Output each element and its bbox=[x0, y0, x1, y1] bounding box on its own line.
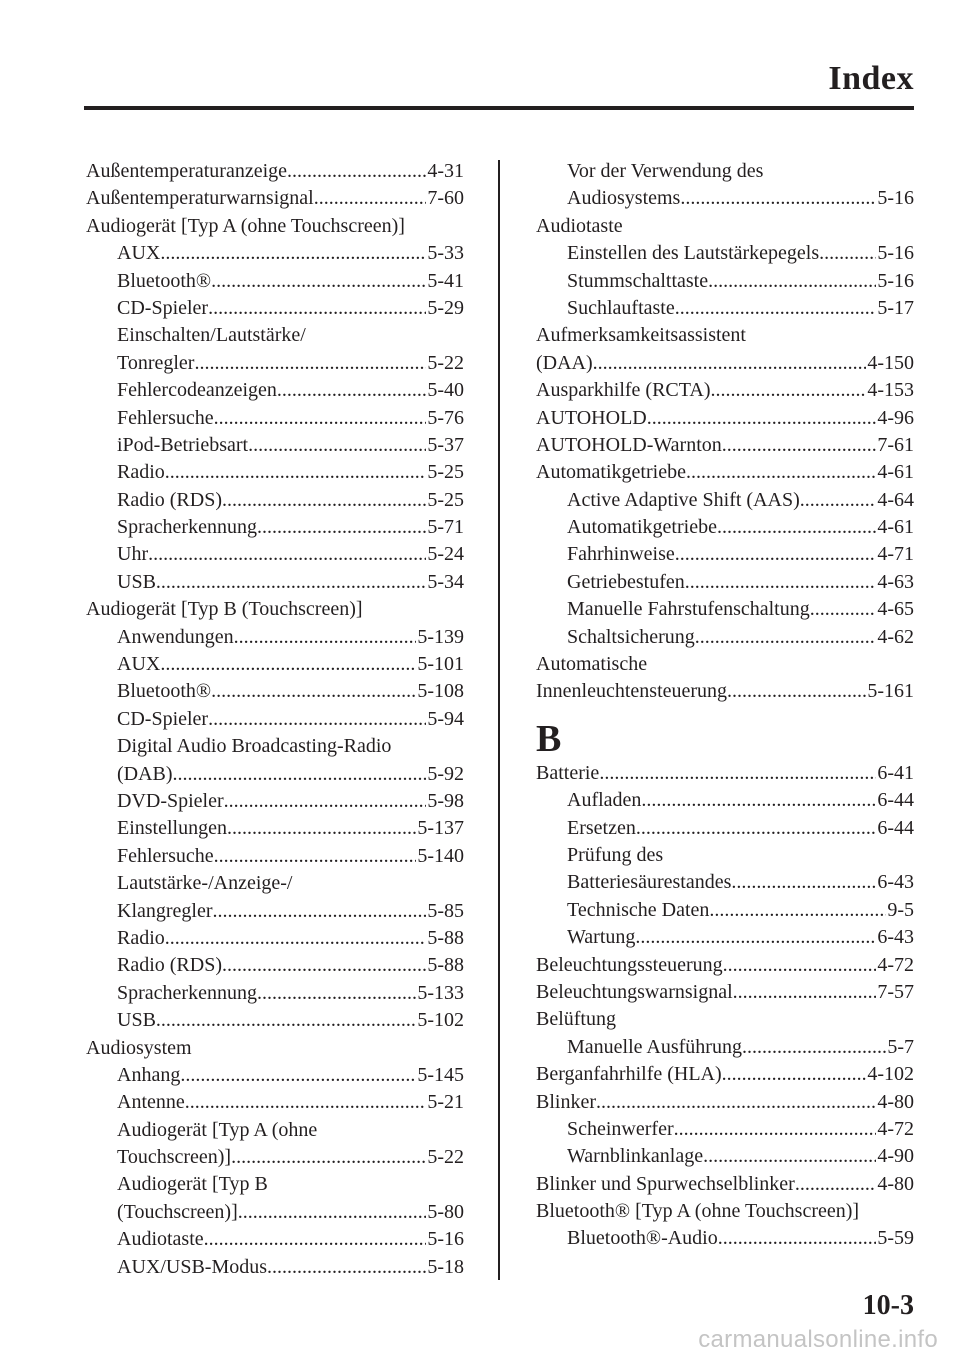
entry-label: Tonregler bbox=[117, 351, 195, 374]
leader-dots bbox=[636, 815, 876, 842]
entry-page-ref: 4-64 bbox=[877, 488, 914, 511]
entry-label: Belüftung bbox=[536, 1008, 616, 1031]
index-entry bbox=[86, 213, 464, 240]
index-subentry bbox=[536, 240, 914, 267]
index-subentry bbox=[86, 1089, 464, 1116]
leader-dots bbox=[173, 761, 427, 788]
entry-label: Innenleuchtensteuerung bbox=[536, 680, 728, 703]
column-divider bbox=[498, 160, 500, 1280]
index-column-left bbox=[86, 158, 464, 1281]
entry-label: Scheinwerfer bbox=[567, 1117, 674, 1140]
index-subentry bbox=[86, 295, 464, 322]
entry-page-ref: 5-92 bbox=[427, 762, 464, 785]
index-subentry bbox=[86, 980, 464, 1007]
leader-dots bbox=[257, 514, 426, 541]
index-entry bbox=[536, 213, 914, 240]
entry-page-ref: 6-44 bbox=[877, 789, 914, 812]
entry-label: Uhr bbox=[117, 543, 149, 566]
index-subentry bbox=[536, 185, 914, 212]
entry-label: iPod-Betriebsart bbox=[117, 433, 249, 456]
entry-label: Radio (RDS) bbox=[117, 488, 222, 511]
leader-dots bbox=[208, 706, 426, 733]
entry-label: Blinker und Spurwechselblinker bbox=[536, 1172, 795, 1195]
index-subentry bbox=[86, 952, 464, 979]
index-subentry bbox=[536, 295, 914, 322]
index-entry bbox=[536, 979, 914, 1006]
entry-label: DVD-Spieler bbox=[117, 789, 224, 812]
index-subentry bbox=[86, 1226, 464, 1253]
index-subentry bbox=[86, 1117, 464, 1144]
entry-label: Wartung bbox=[567, 926, 636, 949]
entry-page-ref: 5-22 bbox=[427, 351, 464, 374]
index-entry bbox=[536, 322, 914, 349]
index-subentry bbox=[536, 787, 914, 814]
entry-page-ref: 5-16 bbox=[877, 242, 914, 265]
leader-dots bbox=[180, 1062, 416, 1089]
entry-label: Audiogerät [Typ A (ohne Touchscreen)] bbox=[86, 214, 405, 237]
leader-dots bbox=[819, 240, 876, 267]
leader-dots bbox=[593, 350, 867, 377]
index-subentry bbox=[86, 350, 464, 377]
leader-dots bbox=[727, 678, 866, 705]
index-entry bbox=[536, 377, 914, 404]
entry-label: Manuelle Ausführung bbox=[567, 1035, 742, 1058]
entry-page-ref: 5-80 bbox=[427, 1200, 464, 1223]
index-subentry bbox=[536, 897, 914, 924]
leader-dots bbox=[214, 843, 417, 870]
entry-label: Lautstärke-/Anzeige-/ bbox=[117, 872, 293, 895]
index-entry bbox=[536, 350, 914, 377]
index-entry bbox=[536, 1171, 914, 1198]
watermark: carmanualsonline.info bbox=[698, 1326, 938, 1353]
index-entry bbox=[86, 158, 464, 185]
index-entry bbox=[536, 432, 914, 459]
leader-dots bbox=[160, 240, 426, 267]
index-entry bbox=[536, 459, 914, 486]
entry-label: Ausparkhilfe (RCTA) bbox=[536, 379, 711, 402]
entry-page-ref: 4-153 bbox=[867, 379, 914, 402]
entry-page-ref: 5-40 bbox=[427, 379, 464, 402]
index-subentry bbox=[86, 514, 464, 541]
index-subentry bbox=[86, 322, 464, 349]
page-number: 10-3 bbox=[862, 1290, 914, 1321]
index-entry bbox=[536, 760, 914, 787]
entry-page-ref: 4-63 bbox=[877, 570, 914, 593]
entry-label: AUX bbox=[117, 653, 161, 676]
index-subentry bbox=[86, 432, 464, 459]
index-subentry bbox=[536, 924, 914, 951]
index-subentry bbox=[536, 158, 914, 185]
index-subentry bbox=[86, 788, 464, 815]
entry-page-ref: 4-80 bbox=[877, 1090, 914, 1113]
entry-label: Audiogerät [Typ A (ohne bbox=[117, 1118, 318, 1141]
entry-label: Batteriesäurestandes bbox=[567, 871, 732, 894]
index-subentry bbox=[536, 624, 914, 651]
leader-dots bbox=[231, 1144, 426, 1171]
leader-dots bbox=[248, 432, 426, 459]
entry-page-ref: 5-7 bbox=[887, 1035, 914, 1058]
index-subentry bbox=[86, 1171, 464, 1198]
index-subentry bbox=[86, 870, 464, 897]
leader-dots bbox=[222, 952, 426, 979]
leader-dots bbox=[194, 350, 426, 377]
index-entry bbox=[536, 651, 914, 678]
entry-label: Beleuchtungssteuerung bbox=[536, 953, 723, 976]
entry-page-ref: 6-44 bbox=[877, 816, 914, 839]
entry-label: Radio (RDS) bbox=[117, 954, 222, 977]
index-subentry bbox=[536, 268, 914, 295]
index-subentry bbox=[86, 1199, 464, 1226]
entry-page-ref: 5-137 bbox=[417, 817, 464, 840]
entry-page-ref: 5-101 bbox=[417, 653, 464, 676]
section-letter: B bbox=[536, 717, 562, 760]
entry-page-ref: 5-88 bbox=[427, 954, 464, 977]
index-subentry bbox=[86, 1062, 464, 1089]
entry-page-ref: 4-61 bbox=[877, 516, 914, 539]
entry-page-ref: 5-33 bbox=[427, 242, 464, 265]
leader-dots bbox=[635, 924, 876, 951]
entry-label: Außentemperaturwarnsignal bbox=[86, 187, 314, 210]
leader-dots bbox=[213, 898, 427, 925]
leader-dots bbox=[257, 980, 416, 1007]
leader-dots bbox=[222, 487, 426, 514]
entry-label: Fehlersuche bbox=[117, 406, 214, 429]
leader-dots bbox=[287, 158, 426, 185]
index-subentry bbox=[86, 678, 464, 705]
leader-dots bbox=[709, 897, 886, 924]
entry-page-ref: 9-5 bbox=[887, 898, 914, 921]
entry-page-ref: 6-43 bbox=[877, 926, 914, 949]
entry-label: Bluetooth®-Audio bbox=[567, 1227, 718, 1250]
index-column-right bbox=[536, 158, 914, 1253]
entry-page-ref: 5-24 bbox=[427, 543, 464, 566]
entry-label: Audiogerät [Typ B (Touchscreen)] bbox=[86, 598, 363, 621]
entry-page-ref: 5-41 bbox=[427, 269, 464, 292]
index-entry bbox=[86, 185, 464, 212]
leader-dots bbox=[227, 815, 416, 842]
entry-label: AUX/USB-Modus bbox=[117, 1255, 268, 1278]
entry-label: Automatikgetriebe bbox=[536, 461, 686, 484]
entry-label: Blinker bbox=[536, 1090, 596, 1113]
leader-dots bbox=[647, 405, 877, 432]
index-subentry bbox=[536, 596, 914, 623]
entry-page-ref: 4-72 bbox=[877, 1117, 914, 1140]
index-subentry bbox=[86, 1144, 464, 1171]
leader-dots bbox=[156, 1007, 416, 1034]
index-subentry bbox=[86, 624, 464, 651]
entry-label: Spracherkennung bbox=[117, 516, 257, 539]
index-subentry bbox=[86, 1254, 464, 1281]
entry-label: AUTOHOLD bbox=[536, 406, 647, 429]
entry-label: Audiosystems bbox=[567, 187, 681, 210]
entry-page-ref: 5-21 bbox=[427, 1091, 464, 1114]
entry-label: Fehlercodeanzeigen bbox=[117, 379, 277, 402]
entry-page-ref: 5-140 bbox=[417, 844, 464, 867]
index-entry bbox=[86, 596, 464, 623]
index-subentry bbox=[536, 869, 914, 896]
leader-dots bbox=[680, 185, 876, 212]
entry-page-ref: 5-25 bbox=[427, 488, 464, 511]
entry-label: Bluetooth® bbox=[117, 269, 212, 292]
entry-page-ref: 6-43 bbox=[877, 871, 914, 894]
leader-dots bbox=[277, 377, 426, 404]
entry-label: Schaltsicherung bbox=[567, 625, 695, 648]
leader-dots bbox=[211, 268, 426, 295]
index-subentry bbox=[86, 459, 464, 486]
entry-page-ref: 5-16 bbox=[877, 269, 914, 292]
leader-dots bbox=[596, 1089, 876, 1116]
entry-label: AUTOHOLD-Warnton bbox=[536, 433, 722, 456]
leader-dots bbox=[710, 377, 866, 404]
index-entry bbox=[536, 1089, 914, 1116]
leader-dots bbox=[795, 1171, 876, 1198]
entry-page-ref: 5-25 bbox=[427, 461, 464, 484]
leader-dots bbox=[674, 1116, 877, 1143]
leader-dots bbox=[214, 405, 427, 432]
index-entry bbox=[536, 1061, 914, 1088]
leader-dots bbox=[675, 541, 877, 568]
entry-label: Getriebestufen bbox=[567, 570, 685, 593]
entry-page-ref: 5-37 bbox=[427, 433, 464, 456]
index-subentry bbox=[86, 815, 464, 842]
entry-label: Prüfung des bbox=[567, 843, 664, 866]
entry-page-ref: 5-16 bbox=[877, 187, 914, 210]
entry-label: USB bbox=[117, 1009, 156, 1032]
entry-label: Radio bbox=[117, 461, 165, 484]
entry-page-ref: 4-102 bbox=[867, 1063, 914, 1086]
entry-label: Anwendungen bbox=[117, 625, 234, 648]
index-subentry bbox=[536, 1116, 914, 1143]
header-rule bbox=[84, 106, 914, 110]
entry-page-ref: 5-139 bbox=[417, 625, 464, 648]
entry-page-ref: 5-34 bbox=[427, 570, 464, 593]
entry-label: Audiotaste bbox=[117, 1228, 204, 1251]
entry-label: Ersetzen bbox=[567, 816, 636, 839]
index-entry bbox=[536, 1198, 914, 1225]
leader-dots bbox=[810, 596, 877, 623]
leader-dots bbox=[800, 487, 877, 514]
index-subentry bbox=[86, 569, 464, 596]
index-entry bbox=[536, 1006, 914, 1033]
entry-label: Fahrhinweise bbox=[567, 543, 675, 566]
entry-label: Audiosystem bbox=[86, 1036, 192, 1059]
entry-page-ref: 4-90 bbox=[877, 1145, 914, 1168]
entry-page-ref: 7-60 bbox=[427, 187, 464, 210]
leader-dots bbox=[185, 1089, 427, 1116]
index-subentry bbox=[86, 405, 464, 432]
index-entry bbox=[536, 678, 914, 705]
entry-page-ref: 5-145 bbox=[417, 1063, 464, 1086]
leader-dots bbox=[686, 459, 876, 486]
leader-dots bbox=[718, 1225, 877, 1252]
entry-page-ref: 5-98 bbox=[427, 789, 464, 812]
entry-label: Beleuchtungswarnsignal bbox=[536, 980, 733, 1003]
entry-page-ref: 4-62 bbox=[877, 625, 914, 648]
entry-page-ref: 5-71 bbox=[427, 516, 464, 539]
index-subentry bbox=[536, 1034, 914, 1061]
entry-label: Automatikgetriebe bbox=[567, 516, 717, 539]
page-title: Index bbox=[828, 60, 914, 97]
entry-page-ref: 4-71 bbox=[877, 543, 914, 566]
entry-label: Antenne bbox=[117, 1091, 185, 1114]
leader-dots bbox=[165, 925, 427, 952]
index-subentry bbox=[86, 377, 464, 404]
leader-dots bbox=[148, 541, 426, 568]
entry-page-ref: 6-41 bbox=[877, 761, 914, 784]
leader-dots bbox=[722, 432, 877, 459]
entry-label: Fehlersuche bbox=[117, 844, 214, 867]
leader-dots bbox=[733, 979, 877, 1006]
index-subentry bbox=[536, 1225, 914, 1252]
entry-label: AUX bbox=[117, 242, 161, 265]
index-subentry bbox=[86, 1007, 464, 1034]
leader-dots bbox=[675, 295, 877, 322]
leader-dots bbox=[685, 569, 877, 596]
entry-label: CD-Spieler bbox=[117, 707, 209, 730]
index-subentry bbox=[86, 925, 464, 952]
leader-dots bbox=[599, 760, 876, 787]
entry-label: Batterie bbox=[536, 761, 600, 784]
entry-label: (Touchscreen)] bbox=[117, 1200, 238, 1223]
entry-label: Warnblinkanlage bbox=[567, 1145, 704, 1168]
entry-page-ref: 5-133 bbox=[417, 981, 464, 1004]
entry-page-ref: 5-17 bbox=[877, 296, 914, 319]
index-subentry bbox=[86, 487, 464, 514]
entry-label: Einschalten/Lautstärke/ bbox=[117, 324, 306, 347]
entry-label: Außentemperaturanzeige bbox=[86, 160, 288, 182]
leader-dots bbox=[224, 788, 427, 815]
index-entry bbox=[536, 405, 914, 432]
leader-dots bbox=[211, 678, 416, 705]
index-subentry bbox=[86, 843, 464, 870]
entry-label: Aufladen bbox=[567, 789, 642, 812]
index-subentry bbox=[536, 815, 914, 842]
leader-dots bbox=[234, 624, 417, 651]
entry-label: Automatische bbox=[536, 653, 648, 676]
index-entry bbox=[86, 1035, 464, 1062]
entry-label: Berganfahrhilfe (HLA) bbox=[536, 1063, 722, 1086]
leader-dots bbox=[156, 569, 426, 596]
entry-label: (DAA) bbox=[536, 351, 593, 374]
index-subentry bbox=[86, 733, 464, 760]
entry-label: USB bbox=[117, 570, 156, 593]
leader-dots bbox=[731, 869, 876, 896]
entry-label: Radio bbox=[117, 926, 165, 949]
index-subentry bbox=[536, 842, 914, 869]
entry-page-ref: 5-18 bbox=[427, 1255, 464, 1278]
entry-page-ref: 4-80 bbox=[877, 1172, 914, 1195]
entry-page-ref: 5-29 bbox=[427, 296, 464, 319]
entry-label: Aufmerksamkeitsassistent bbox=[536, 324, 746, 347]
entry-page-ref: 4-150 bbox=[867, 351, 914, 374]
entry-label: Stummschalttaste bbox=[567, 269, 709, 292]
entry-label: Vor der Verwendung des bbox=[567, 160, 764, 182]
entry-label: (DAB) bbox=[117, 762, 173, 785]
entry-page-ref: 5-94 bbox=[427, 707, 464, 730]
entry-page-ref: 5-16 bbox=[427, 1228, 464, 1251]
entry-page-ref: 4-96 bbox=[877, 406, 914, 429]
index-subentry bbox=[536, 541, 914, 568]
leader-dots bbox=[742, 1034, 886, 1061]
leader-dots bbox=[641, 787, 876, 814]
leader-dots bbox=[267, 1254, 426, 1281]
index-subentry bbox=[86, 240, 464, 267]
entry-label: CD-Spieler bbox=[117, 296, 209, 319]
entry-page-ref: 7-61 bbox=[877, 433, 914, 456]
leader-dots bbox=[314, 185, 427, 212]
leader-dots bbox=[165, 459, 427, 486]
index-subentry bbox=[536, 1143, 914, 1170]
entry-page-ref: 5-22 bbox=[427, 1146, 464, 1169]
entry-page-ref: 4-31 bbox=[427, 160, 464, 182]
entry-page-ref: 5-102 bbox=[417, 1009, 464, 1032]
entry-label: Suchlauftaste bbox=[567, 296, 675, 319]
index-subentry bbox=[86, 706, 464, 733]
leader-dots bbox=[723, 952, 877, 979]
leader-dots bbox=[703, 1143, 876, 1170]
entry-label: Anhang bbox=[117, 1063, 181, 1086]
index-subentry bbox=[86, 898, 464, 925]
entry-label: Audiogerät [Typ B bbox=[117, 1173, 268, 1196]
entry-page-ref: 5-59 bbox=[877, 1227, 914, 1250]
leader-dots bbox=[208, 295, 426, 322]
entry-label: Spracherkennung bbox=[117, 981, 257, 1004]
entry-label: Manuelle Fahrstufenschaltung bbox=[567, 598, 810, 621]
entry-label: Active Adaptive Shift (AAS) bbox=[567, 488, 800, 511]
index-subentry bbox=[86, 541, 464, 568]
entry-page-ref: 5-161 bbox=[867, 680, 914, 703]
entry-page-ref: 5-108 bbox=[417, 680, 464, 703]
entry-label: Touchscreen)] bbox=[117, 1146, 232, 1169]
index-subentry bbox=[536, 514, 914, 541]
leader-dots bbox=[722, 1061, 867, 1088]
entry-label: Einstellen des Lautstärkepegels bbox=[567, 242, 820, 265]
leader-dots bbox=[160, 651, 416, 678]
index-entry bbox=[536, 952, 914, 979]
index-subentry bbox=[536, 569, 914, 596]
index-subentry bbox=[536, 487, 914, 514]
index-subentry bbox=[86, 761, 464, 788]
entry-page-ref: 7-57 bbox=[877, 980, 914, 1003]
leader-dots bbox=[717, 514, 876, 541]
entry-label: Einstellungen bbox=[117, 817, 227, 840]
entry-page-ref: 5-85 bbox=[427, 899, 464, 922]
leader-dots bbox=[695, 624, 877, 651]
leader-dots bbox=[708, 268, 876, 295]
entry-page-ref: 4-72 bbox=[877, 953, 914, 976]
entry-page-ref: 5-88 bbox=[427, 926, 464, 949]
entry-label: Audiotaste bbox=[536, 214, 623, 237]
entry-label: Bluetooth® bbox=[117, 680, 212, 703]
leader-dots bbox=[204, 1226, 427, 1253]
entry-label: Technische Daten bbox=[567, 898, 710, 921]
entry-page-ref: 5-76 bbox=[427, 406, 464, 429]
entry-label: Bluetooth® [Typ A (ohne Touchscreen)] bbox=[536, 1200, 860, 1223]
index-subentry bbox=[86, 268, 464, 295]
entry-page-ref: 4-65 bbox=[877, 598, 914, 621]
entry-label: Digital Audio Broadcasting-Radio bbox=[117, 735, 392, 758]
index-subentry bbox=[86, 651, 464, 678]
leader-dots bbox=[238, 1199, 427, 1226]
entry-label: Klangregler bbox=[117, 899, 213, 922]
entry-page-ref: 4-61 bbox=[877, 461, 914, 484]
